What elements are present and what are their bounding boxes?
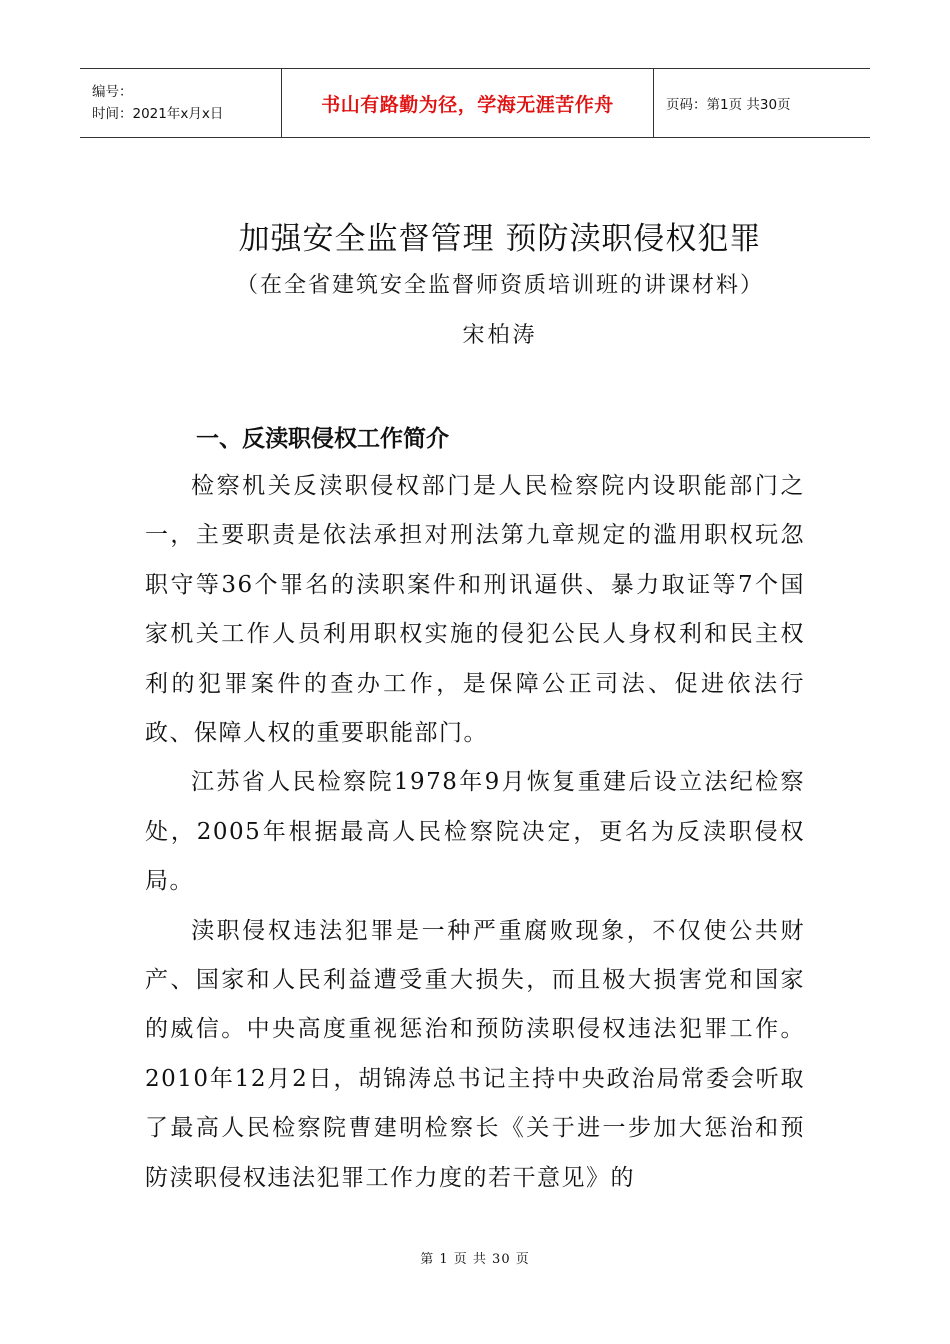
header-motto-cell [282, 69, 654, 137]
document-subtitle: （在全省建筑安全监督师资质培训班的讲课材料） [235, 273, 764, 298]
document-number-label: 编号： [92, 84, 133, 100]
document-date: 时间：2021年x月x日 [92, 106, 224, 122]
header-page-info: 页码：第1页 共30页 [666, 97, 791, 113]
document-author: 宋柏涛 [462, 323, 538, 348]
page-footer: 第 1 页 共 30 页 [420, 1252, 530, 1267]
body-paragraph: 渎职侵权违法犯罪是一种严重腐败现象，不仅使公共财产、国家和人民利益遭受重大损失，而且极大损害党和国家的威信。中央高度重视惩治和预防渎职侵权违法犯罪工作。2010年12月2日，胡锦涛总书记主持中央政治局常委会听取了最高人民检察院曹建明检察长《关于进一步加大惩治和预防渎职侵权违法犯罪工作力度的若干意见》的 [145, 917, 805, 1191]
section-heading: 一、反渎职侵权工作简介 [196, 426, 449, 452]
document-body [145, 462, 805, 1203]
header-meta [80, 69, 282, 137]
document-title: 加强安全监督管理 预防渎职侵权犯罪 [238, 221, 762, 257]
header-page-cell [654, 69, 870, 137]
page-header [80, 68, 870, 138]
header-motto: 书山有路勤为径，学海无涯苦作舟 [321, 93, 614, 116]
body-paragraph: 检察机关反渎职侵权部门是人民检察院内设职能部门之一，主要职责是依法承担对刑法第九章规定的滥用职权玩忽职守等36个罪名的渎职案件和刑讯逼供、暴力取证等7个国家机关工作人员利用职权实施的侵犯公民人身权利和民主权利的犯罪案件的查办工作，是保障公正司法、促进依法行政、保障人权的重要职能部门。 [145, 473, 805, 747]
body-paragraph: 江苏省人民检察院1978年9月恢复重建后设立法纪检察处，2005年根据最高人民检察院决定，更名为反渎职侵权局。 [145, 769, 805, 895]
